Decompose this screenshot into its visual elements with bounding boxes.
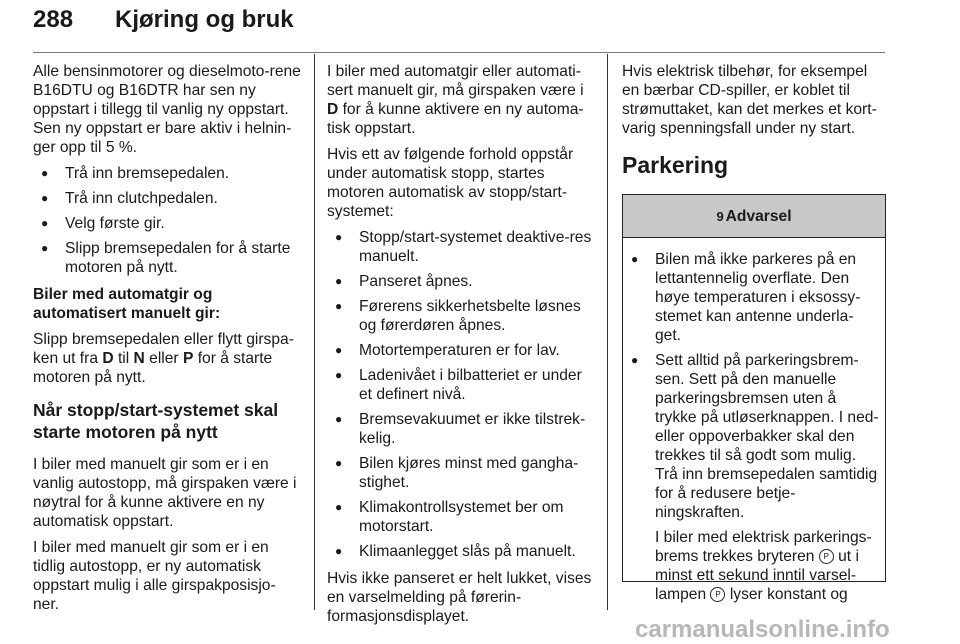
header-divider — [33, 52, 885, 53]
column-divider-2 — [607, 54, 608, 610]
list-item: ● Motortemperaturen er for lav. — [327, 341, 595, 360]
column-right — [622, 62, 888, 603]
list-item: ● Trå inn bremsepedalen. — [33, 164, 301, 183]
paragraph: Hvis ett av følgende forhold oppstår under automatisk stopp, startes motoren automatisk av stopp/start-systemet: — [327, 146, 574, 220]
list-item: ● Klimaanlegget slås på manuelt. — [327, 542, 595, 561]
list-item: ● Ladenivået i bilbatteriet er under et definert nivå. — [327, 366, 595, 404]
list-item: ● Velg første gir. — [33, 214, 301, 233]
paragraph: I biler med automatgir eller automati-sert manuelt gir, må girspaken være i D for å kunne aktivere en ny automa-tisk oppstart. — [327, 63, 584, 137]
list-item: ● Stopp/start-systemet deaktive-res manuelt. — [327, 228, 595, 266]
column-middle — [327, 62, 595, 633]
parking-heading: Parkering — [622, 152, 729, 178]
watermark: carmanualsonline.info — [635, 616, 890, 643]
parking-brake-icon: P — [710, 587, 725, 602]
warning-list — [629, 250, 879, 604]
automatic-gearbox-subheading: Biler med automatgir og automatisert manuelt gir: — [33, 286, 221, 322]
warning-box — [622, 194, 886, 603]
list-item: ● Bremsevakuumet er ikke tilstrek-kelig. — [327, 410, 595, 448]
column-divider-1 — [314, 54, 315, 610]
list-item: ● Sett alltid på parkeringsbrem-sen. Sett på den manuelle parkeringsbremsen uten å trykke på utløserknappen. I ned- eller oppoverbakker skal den trekkes til så godt som mulig. Trå inn bremsepedalen samtidig for å redusere betje-ningskraften. I biler med elektrisk parkerings-brems trekkes bryteren P ut i minst ett sekund inntil varsel-lampen P lyser konstant og — [629, 351, 879, 604]
automatic-gearbox-paragraph: Slipp bremsepedalen eller flytt girspa-ken ut fra D til N eller P for å starte motoren på nytt. — [33, 331, 294, 386]
paragraph: I biler med manuelt gir som er i en tidlig autostopp, er ny automatisk oppstart mulig i alle girspakposisjo-ner. — [33, 539, 276, 613]
electric-parking-brake-paragraph: I biler med elektrisk parkerings-brems trekkes bryteren P ut i minst ett sekund inntil varsel-lampen P lyser konstant og — [655, 529, 872, 603]
warning-triangle-icon: 9 — [716, 208, 724, 224]
paragraph: Hvis elektrisk tilbehør, for eksempel en bærbar CD-spiller, er koblet til strømuttaket, kan det merkes et kort-varig spenningsfall under ny start. — [622, 63, 877, 137]
list-item: ● Panseret åpnes. — [327, 272, 595, 291]
warning-title — [623, 195, 885, 238]
paragraph: I biler med manuelt gir som er i en vanlig autostopp, må girspaken være i nøytral for å kunne aktivere en ny automatisk oppstart. — [33, 456, 297, 530]
list-item: ● Bilen kjøres minst med gangha-stighet. — [327, 454, 595, 492]
conditions-list — [327, 228, 595, 561]
warning-body — [623, 238, 885, 604]
column-left — [33, 62, 301, 621]
section-heading: Når stopp/start-systemet skal starte motoren på nytt — [33, 400, 279, 442]
list-item: ● Slipp bremsepedalen for å starte motoren på nytt. — [33, 239, 301, 277]
list-item: ● Trå inn clutchpedalen. — [33, 189, 301, 208]
intro-paragraph: Alle bensinmotorer og dieselmoto-rene B16DTU og B16DTR har sen ny oppstart i tillegg til vanlig ny oppstart. Sen ny oppstart er bare aktiv i helnin-ger opp til 5 %. — [33, 63, 301, 156]
paragraph: Hvis ikke panseret er helt lukket, vises en varselmelding på førerin-formasjonsdisplayet. — [327, 570, 592, 625]
restart-steps-list — [33, 164, 301, 277]
list-item: ● Førerens sikkerhetsbelte løsnes og førerdøren åpnes. — [327, 297, 595, 335]
parking-brake-icon: P — [819, 549, 834, 564]
page-number: 288 — [33, 6, 74, 33]
list-item: ● Bilen må ikke parkeres på en lettantennelig overflate. Den høye temperaturen i eksossy-stemet kan antenne underla-get. — [629, 250, 879, 345]
list-item: ● Klimakontrollsystemet ber om motorstart. — [327, 498, 595, 536]
page-title: Kjøring og bruk — [115, 6, 294, 33]
warning-title-text: Advarsel — [725, 207, 792, 225]
